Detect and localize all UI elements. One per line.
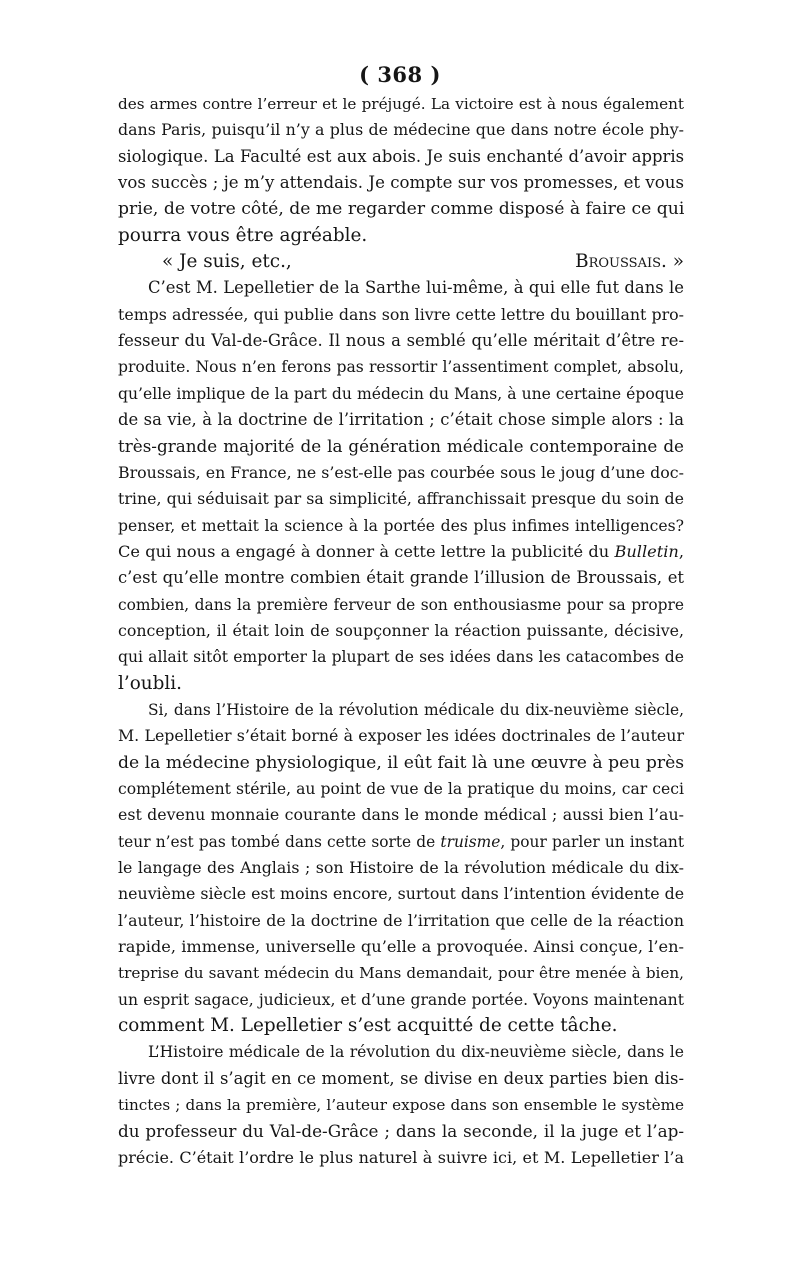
text-line: très-grande majorité de la génération médicale contemporaine de bbox=[118, 436, 684, 457]
text-line: temps adressée, qui publie dans son livre cette lettre du bouillant pro- bbox=[118, 304, 684, 324]
text-line: C’est M. Lepelletier de la Sarthe lui-même, à qui elle fut dans le bbox=[148, 278, 684, 298]
text-line: est devenu monnaie courante dans le monde médical ; aussi bien l’au- bbox=[118, 805, 684, 825]
text-line: produite. Nous n’en ferons pas ressortir l’assentiment complet, absolu, bbox=[118, 358, 684, 377]
text-line: rapide, immense, universelle qu’elle a provoquée. Ainsi conçue, l’en- bbox=[118, 937, 684, 956]
text-line: comment M. Lepelletier s’est acquitté de cette tâche. bbox=[118, 1015, 618, 1037]
text-line: l’oubli. bbox=[118, 672, 183, 694]
text-line: dans Paris, puisqu’il n’y a plus de médecine que dans notre école phy- bbox=[118, 120, 684, 140]
closing-quote-mark: » bbox=[672, 251, 684, 273]
letter-closing bbox=[118, 249, 684, 275]
text-line bbox=[118, 829, 684, 855]
text-line bbox=[118, 539, 684, 565]
text-line: de la médecine physiologique, il eût fait là une œuvre à peu près bbox=[118, 752, 685, 773]
text-segment: Ce qui nous a engagé à donner à cette lettre la publicité du bbox=[118, 541, 615, 561]
text-line: treprise du savant médecin du Mans demandait, pour être menée à bien, bbox=[118, 964, 684, 983]
closing-formula: « Je suis, etc., bbox=[162, 251, 292, 273]
text-segment: , bbox=[678, 541, 684, 561]
text-line: siologique. La Faculté est aux abois. Je suis enchanté d’avoir appris bbox=[118, 146, 684, 166]
text-line: c’est qu’elle montre combien était grande l’illusion de Broussais, et bbox=[118, 568, 684, 588]
text-line: trine, qui séduisait par sa simplicité, affranchissait presque du soin de bbox=[118, 489, 684, 509]
text-segment: teur n’est pas tombé dans cette sorte de bbox=[118, 832, 441, 851]
text-line: Si, dans l’Histoire de la révolution médicale du dix-neuvième siècle, bbox=[148, 700, 684, 719]
text-line: du professeur du Val-de-Grâce ; dans la seconde, il la juge et l’ap- bbox=[118, 1121, 684, 1142]
text-line: tinctes ; dans la première, l’auteur expose dans son ensemble le système bbox=[118, 1096, 684, 1115]
text-line: de sa vie, à la doctrine de l’irritation ; c’était chose simple alors : la bbox=[118, 410, 684, 430]
text-line: un esprit sagace, judicieux, et d’une grande portée. Voyons maintenant bbox=[118, 990, 684, 1009]
body-text bbox=[118, 91, 684, 1171]
text-line: Broussais, en France, ne s’est-elle pas courbée sous le joug d’une doc- bbox=[118, 462, 684, 482]
text-line: conception, il était loin de soupçonner la réaction puissante, décisive, bbox=[118, 620, 684, 640]
text-line: l’auteur, l’histoire de la doctrine de l’irritation que celle de la réaction bbox=[118, 910, 684, 930]
text-line: penser, et mettait la science à la portée des plus infimes intelligences? bbox=[118, 516, 684, 535]
text-line: vos succès ; je m’y attendais. Je compte sur vos promesses, et vous bbox=[118, 173, 684, 193]
text-line: des armes contre l’erreur et le préjugé. La victoire est à nous également bbox=[118, 95, 684, 113]
italic-title: Bulletin bbox=[614, 541, 679, 561]
text-line: qui allait sitôt emporter la plupart de ses idées dans les catacombes de bbox=[118, 648, 684, 667]
italic-word: truisme bbox=[440, 832, 501, 851]
text-line: fesseur du Val-de-Grâce. Il nous a semblé qu’elle méritait d’être re- bbox=[118, 331, 684, 351]
text-line: précie. C’était l’ordre le plus naturel à suivre ici, et M. Lepelletier l’a bbox=[118, 1147, 684, 1167]
text-line: neuvième siècle est moins encore, surtout dans l’intention évidente de bbox=[118, 884, 685, 904]
text-line: prie, de votre côté, de me regarder comme disposé à faire ce qui bbox=[118, 199, 685, 220]
text-line: complétement stérile, au point de vue de la pratique du moins, car ceci bbox=[118, 779, 684, 798]
text-line: M. Lepelletier s’était borné à exposer les idées doctrinales de l’auteur bbox=[118, 726, 684, 746]
text-line: L’Histoire médicale de la révolution du dix-neuvième siècle, dans le bbox=[148, 1043, 684, 1062]
page-number: ( 368 ) bbox=[359, 62, 441, 87]
signature bbox=[575, 249, 684, 275]
text-line: livre dont il s’agit en ce moment, se divise en deux parties bien dis- bbox=[118, 1068, 684, 1088]
signature-name: Broussais. bbox=[575, 251, 667, 273]
text-line: le langage des Anglais ; son Histoire de la révolution médicale du dix- bbox=[118, 857, 684, 877]
text-segment: , pour parler un instant bbox=[500, 832, 685, 851]
text-line: combien, dans la première ferveur de son enthousiasme pour sa propre bbox=[118, 595, 684, 614]
text-line: pourra vous être agréable. bbox=[118, 224, 368, 246]
text-line: qu’elle implique de la part du médecin du Mans, à une certaine époque bbox=[118, 384, 684, 403]
